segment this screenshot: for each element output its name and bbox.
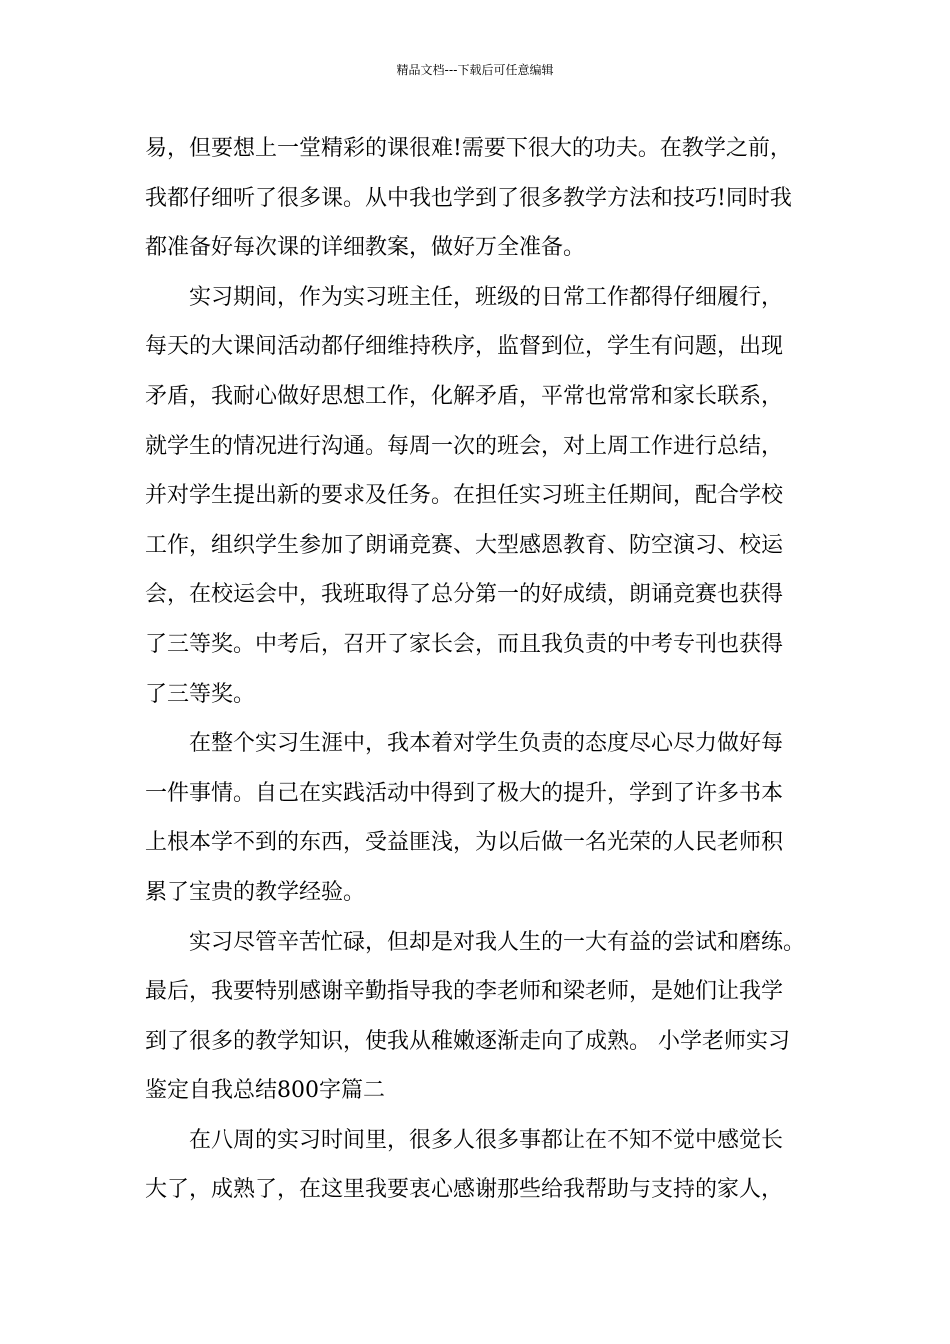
text-line: 了三等奖。中考后，召开了家长会，而且我负责的中考专刊也获得 xyxy=(145,631,784,657)
paragraph-first-line: 实习尽管辛苦忙碌，但却是对我人生的一大有益的尝试和磨练。 xyxy=(189,929,806,955)
page-header: 精品文档---下载后可任意编辑 xyxy=(396,63,554,77)
text-line: 最后，我要特别感谢辛勤指导我的李老师和梁老师，是她们让我学 xyxy=(145,979,784,1005)
text-line: 都准备好每次课的详细教案，做好万全准备。 xyxy=(145,235,586,261)
paragraph-first-line: 实习期间，作为实习班主任，班级的日常工作都得仔细履行， xyxy=(189,284,784,310)
text-line: 大了，成熟了，在这里我要衷心感谢那些给我帮助与支持的家人， xyxy=(145,1177,784,1203)
text-line: 矛盾，我耐心做好思想工作，化解矛盾，平常也常常和家长联系， xyxy=(145,383,784,409)
text-line: 一件事情。自己在实践活动中得到了极大的提升，学到了许多书本 xyxy=(145,780,784,806)
text-line: 了三等奖。 xyxy=(145,681,256,707)
text-line: 累了宝贵的教学经验。 xyxy=(145,879,366,905)
text-line: 工作，组织学生参加了朗诵竞赛、大型感恩教育、防空演习、校运 xyxy=(145,532,784,558)
text-line: 我都仔细听了很多课。从中我也学到了很多教学方法和技巧!同时我 xyxy=(145,185,792,211)
text-line: 每天的大课间活动都仔细维持秩序，监督到位，学生有问题，出现 xyxy=(145,334,784,360)
paragraph-first-line: 在整个实习生涯中，我本着对学生负责的态度尽心尽力做好每 xyxy=(189,731,784,757)
text-line: 并对学生提出新的要求及任务。在担任实习班主任期间，配合学校 xyxy=(145,483,784,509)
text-line: 上根本学不到的东西，受益匪浅，为以后做一名光荣的人民老师积 xyxy=(145,830,784,856)
text-line: 会，在校运会中，我班取得了总分第一的好成绩，朗诵竞赛也获得 xyxy=(145,582,784,608)
text-line: 易，但要想上一堂精彩的课很难!需要下很大的功夫。在教学之前， xyxy=(145,136,792,161)
text-line: 到了很多的教学知识，使我从稚嫩逐渐走向了成熟。 小学老师实习 xyxy=(145,1028,790,1054)
paragraph-first-line: 在八周的实习时间里，很多人很多事都让在不知不觉中感觉长 xyxy=(189,1127,784,1153)
section-title-line: 鉴定自我总结800字篇二 xyxy=(145,1078,385,1104)
text-line: 就学生的情况进行沟通。每周一次的班会，对上周工作进行总结， xyxy=(145,433,784,459)
document-body xyxy=(145,124,815,1215)
